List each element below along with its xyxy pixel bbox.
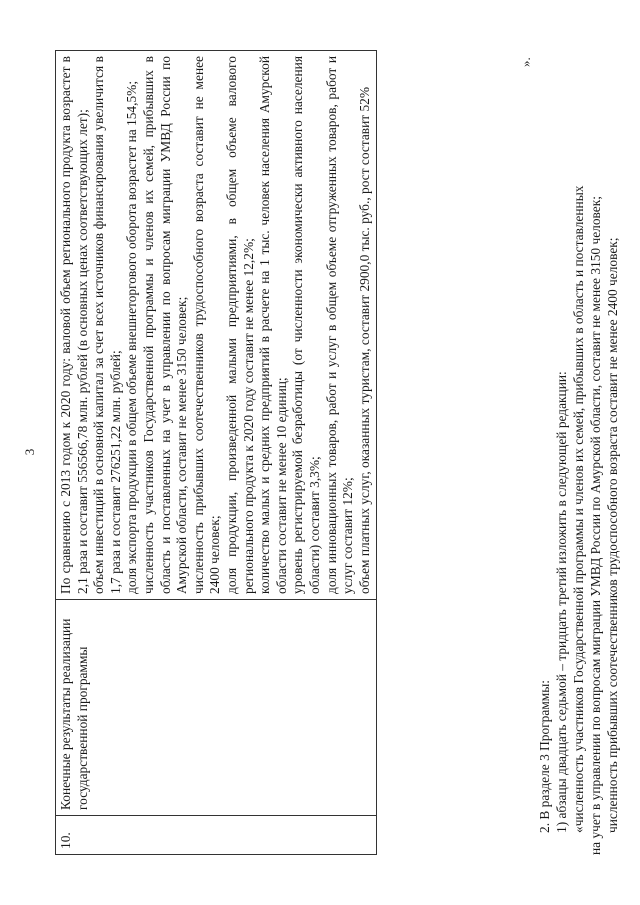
quote-close: ».	[518, 57, 533, 67]
results-table	[55, 50, 377, 855]
amendment-clause: 1) абзацы двадцать седьмой – тридцать третий изложить в следующей редакции:	[554, 371, 569, 833]
result-item: объем платных услуг, оказанных туристам, составит 2900,0 тыс. руб., рост составит 52%	[356, 87, 372, 594]
amendment-heading: 2. В разделе 3 Программы:	[537, 680, 552, 833]
result-item: доля инновационных товаров, работ и услуг в общем объеме отгруженных товаров, работ и услуг составит 12%;	[323, 56, 356, 594]
result-item: доля экспорта продукции в общем объеме внешнеторгового оборота возрастет на 154,5%;	[124, 80, 140, 594]
row-number: 10.	[56, 816, 377, 855]
row-title: Конечные результаты реализации государственной программы	[56, 600, 377, 816]
section-amendment	[536, 40, 621, 855]
result-item: По сравнению с 2013 годом к 2020 году: валовой объем регионального продукта возрастет в 2,1 раза и составит 556566,78 млн. рублей (в основных ценах соответствующих лет);	[58, 56, 90, 594]
result-item: численность прибывших соотечественников трудоспособного возраста составит не менее 2400 человек;	[190, 56, 223, 594]
page-number: 3	[22, 448, 37, 456]
results-cell	[56, 51, 377, 600]
table-row	[56, 51, 377, 855]
amendment-text: на учет в управлении по вопросам миграции УМВД России по Амурской области, составит не менее 3150 человек;	[588, 196, 603, 855]
amendment-text: численность прибывших соотечественников трудоспособного возраста составит не менее 2400 человек;	[605, 237, 620, 833]
result-item: уровень регистрируемой безработицы (от численности экономически активного населения области) составит 3,3%;	[290, 56, 322, 594]
result-item: объем инвестиций в основной капитал за счет всех источников финансирования увеличится в 1,7 раза и составит 276251,22 млн. рублей;	[91, 56, 123, 594]
result-item: доля продукции, произведенной малыми предприятиями, в общем объеме валового регионального продукта к 2020 году составит не менее 12,2%;	[223, 56, 256, 594]
result-item: количество малых и средних предприятий в расчете на 1 тыс. человек населения Амурской области составит не менее 10 единиц;	[257, 56, 289, 594]
result-item: численность участников Государственной программы и членов их семей, прибывших в область и поставленных на учет в управлении по вопросам миграции УМВД России по Амурской области, составит не менее 3150 человек;	[140, 56, 190, 594]
amendment-text: «численность участников Государственной программы и членов их семей, прибывших в область и поставленных	[571, 185, 586, 833]
